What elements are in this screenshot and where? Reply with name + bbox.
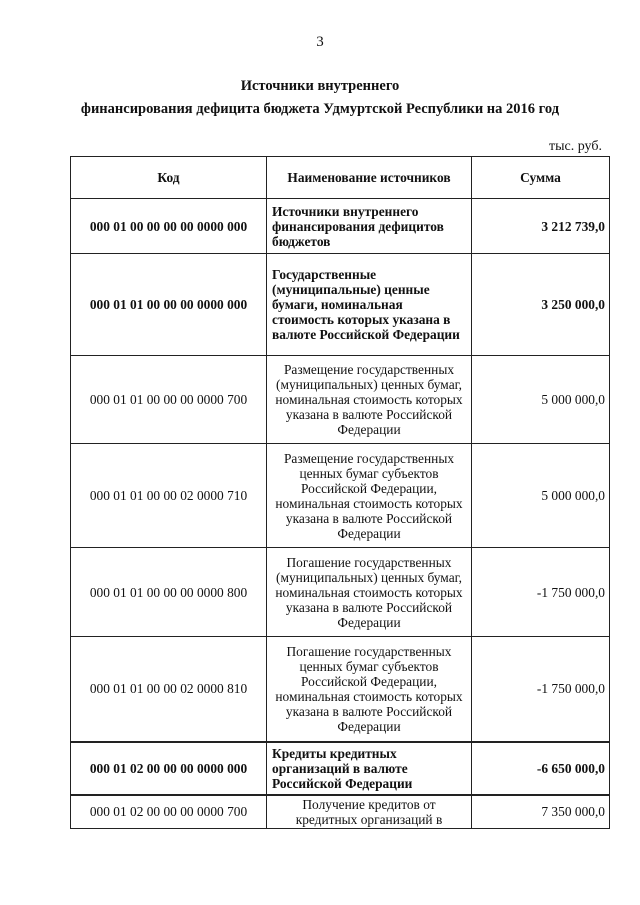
row-code: 000 01 01 00 00 02 0000 710 bbox=[71, 444, 267, 548]
table-row bbox=[71, 254, 610, 356]
row-code: 000 01 01 00 00 00 0000 800 bbox=[71, 548, 267, 637]
document-title-line-2: финансирования дефицита бюджета Удмуртской Республики на 2016 год bbox=[80, 101, 560, 117]
row-code: 000 01 02 00 00 00 0000 700 bbox=[71, 795, 267, 829]
document-title-line-1: Источники внутреннего bbox=[240, 78, 400, 94]
row-sum: 5 000 000,0 bbox=[472, 356, 610, 444]
table-row bbox=[71, 742, 610, 795]
header-code: Код bbox=[71, 157, 267, 199]
financing-sources-table bbox=[70, 156, 610, 829]
row-code: 000 01 01 00 00 02 0000 810 bbox=[71, 637, 267, 742]
row-sum: 3 250 000,0 bbox=[472, 254, 610, 356]
row-name: Размещение государственных (муниципальных) ценных бумаг, номинальная стоимость которых указана в валюте Российской Федерации bbox=[267, 356, 472, 444]
row-name: Погашение государственных ценных бумаг субъектов Российской Федерации, номинальная стоимость которых указана в валюте Российской Федерации bbox=[267, 637, 472, 742]
row-name: Размещение государственных ценных бумаг субъектов Российской Федерации, номинальная стоимость которых указана в валюте Российской Федерации bbox=[267, 444, 472, 548]
row-sum: -1 750 000,0 bbox=[472, 637, 610, 742]
table-row bbox=[71, 795, 610, 829]
page-number: 3 bbox=[316, 34, 324, 50]
table-row bbox=[71, 199, 610, 254]
table-row bbox=[71, 637, 610, 742]
row-code: 000 01 02 00 00 00 0000 000 bbox=[71, 742, 267, 795]
row-name: Погашение государственных (муниципальных) ценных бумаг, номинальная стоимость которых указана в валюте Российской Федерации bbox=[267, 548, 472, 637]
row-name: Государственные (муниципальные) ценные бумаги, номинальная стоимость которых указана в валюте Российской Федерации bbox=[267, 254, 472, 356]
row-name: Источники внутреннего финансирования дефицитов бюджетов bbox=[267, 199, 472, 254]
row-sum: -6 650 000,0 bbox=[472, 742, 610, 795]
table-row bbox=[71, 444, 610, 548]
row-code: 000 01 01 00 00 00 0000 700 bbox=[71, 356, 267, 444]
header-name: Наименование источников bbox=[267, 157, 472, 199]
row-sum: 7 350 000,0 bbox=[472, 795, 610, 829]
table-header-row bbox=[71, 157, 610, 199]
header-sum: Сумма bbox=[472, 157, 610, 199]
row-name: Получение кредитов от кредитных организаций в bbox=[267, 795, 472, 829]
row-code: 000 01 00 00 00 00 0000 000 bbox=[71, 199, 267, 254]
row-sum: 3 212 739,0 bbox=[472, 199, 610, 254]
row-name: Кредиты кредитных организаций в валюте Российской Федерации bbox=[267, 742, 472, 795]
row-sum: -1 750 000,0 bbox=[472, 548, 610, 637]
units-label: тыс. руб. bbox=[549, 139, 602, 154]
row-code: 000 01 01 00 00 00 0000 000 bbox=[71, 254, 267, 356]
table-row bbox=[71, 548, 610, 637]
row-sum: 5 000 000,0 bbox=[472, 444, 610, 548]
table-row bbox=[71, 356, 610, 444]
